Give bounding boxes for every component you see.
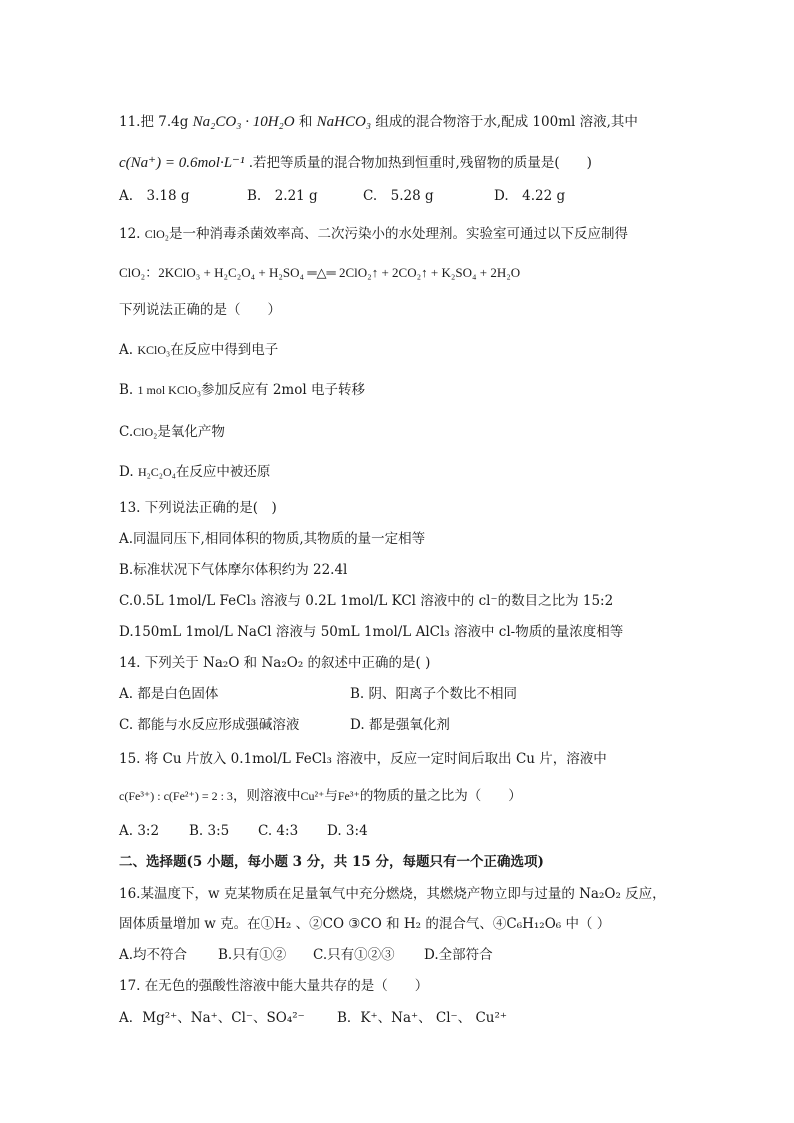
section-2-title: 二、选择题(5 小题，每小题 3 分，共 15 分，每题只有一个正确选项) — [119, 854, 544, 870]
q15-ratio: c(Fe³⁺) : c(Fe²⁺) = 2 : 3 — [119, 789, 233, 803]
q15-option-b: B. 3:5 — [189, 823, 230, 839]
q13-option-b: B.标准状况下气体摩尔体积约为 22.4l — [119, 562, 348, 578]
q12-line1: 12. ClO₂是一种消毒杀菌效率高、二次污染小的水处理剂。实验室可通过以下反应制得 — [119, 226, 628, 242]
q12-option-d: D. H₂C₂O₄在反应中被还原 — [119, 464, 271, 480]
q12-option-c: C.ClO₂是氧化产物 — [119, 424, 225, 440]
q17-prompt: 17. 在无色的强酸性溶液中能大量共存的是（ ） — [119, 978, 429, 994]
q17-option-a: A．Mg²⁺、Na⁺、Cl⁻、SO₄²⁻ — [119, 1010, 305, 1026]
q12-prompt: 下列说法正确的是（ ） — [119, 302, 281, 318]
q11-option-a: A. 3.18 g — [119, 188, 190, 204]
q15-option-a: A. 3:2 — [119, 823, 160, 839]
q11-option-b: B. 2.21 g — [247, 188, 318, 204]
q15-option-d: D. 3:4 — [327, 823, 368, 839]
q11-concentration: c(Na⁺) = 0.6mol·L⁻¹ — [119, 155, 245, 171]
q16-option-b: B.只有①② — [218, 947, 287, 963]
q12-formula: ClO₂ — [144, 227, 169, 241]
q11-option-d: D. 4.22 g — [494, 188, 566, 204]
q16-line2: 固体质量增加 w 克。在①H₂ 、②CO ③CO 和 H₂ 的混合气、④C₆H₁₂O₆ 中（ ） — [119, 916, 611, 932]
q13-prompt: 13. 下列说法正确的是( ) — [119, 500, 277, 516]
q14-option-b: B. 阴、阳离子个数比不相同 — [350, 686, 518, 702]
q11-formula-2: NaHCO₃ — [316, 114, 372, 130]
q11-formula-1: Na₂CO₃ · 10H₂O — [192, 114, 295, 130]
q14-option-d: D. 都是强氧化剂 — [350, 717, 450, 733]
q13-option-a: A.同温同压下,相同体积的物质,其物质的量一定相等 — [119, 531, 426, 547]
q13-option-d: D.150mL 1mol/L NaCl 溶液与 50mL 1mol/L AlCl₃ 溶液中 cl-物质的量浓度相等 — [119, 624, 624, 640]
q16-option-d: D.全部符合 — [424, 947, 493, 963]
q14-prompt: 14. 下列关于 Na₂O 和 Na₂O₂ 的叙述中正确的是( ) — [119, 655, 431, 671]
q11-line1: 11.把 7.4g Na₂CO₃ · 10H₂O 和 NaHCO₃ 组成的混合物溶于水,配成 100ml 溶液,其中 — [119, 114, 638, 130]
q14-option-a: A. 都是白色固体 — [119, 686, 219, 702]
q11-line2: c(Na⁺) = 0.6mol·L⁻¹ .若把等质量的混合物加热到恒重时,残留物的质量是( ) — [119, 155, 592, 171]
q11-option-c: C. 5.28 g — [363, 188, 434, 204]
q12-option-b: B. 1 mol KClO₃参加反应有 2mol 电子转移 — [119, 382, 365, 398]
q15-line2: c(Fe³⁺) : c(Fe²⁺) = 2 : 3，则溶液中Cu²⁺与Fe³⁺的物质的量之比为（ ） — [119, 788, 522, 804]
q16-line1: 16.某温度下，w 克某物质在足量氧气中充分燃烧，其燃烧产物立即与过量的 Na₂O₂ 反应， — [119, 886, 666, 902]
q15-option-c: C. 4:3 — [258, 823, 299, 839]
q16-option-a: A.均不符合 — [119, 947, 188, 963]
q12-option-a: A. KClO₃在反应中得到电子 — [119, 342, 279, 358]
q15-line1: 15. 将 Cu 片放入 0.1mol/L FeCl₃ 溶液中，反应一定时间后取出 Cu 片，溶液中 — [119, 751, 607, 767]
q14-option-c: C. 都能与水反应形成强碱溶液 — [119, 717, 300, 733]
q13-option-c: C.0.5L 1mol/L FeCl₃ 溶液与 0.2L 1mol/L KCl 溶液中的 cl⁻的数目之比为 15:2 — [119, 593, 614, 609]
q12-equation: ClO₂：2KClO₃ + H₂C₂O₄ + H₂SO₄ ═△═ 2ClO₂↑ + 2CO₂↑ + K₂SO₄ + 2H₂O — [119, 265, 521, 280]
q17-option-b: B．K⁺、Na⁺、 Cl⁻、 Cu²⁺ — [337, 1010, 508, 1026]
q16-option-c: C.只有①②③ — [313, 947, 395, 963]
